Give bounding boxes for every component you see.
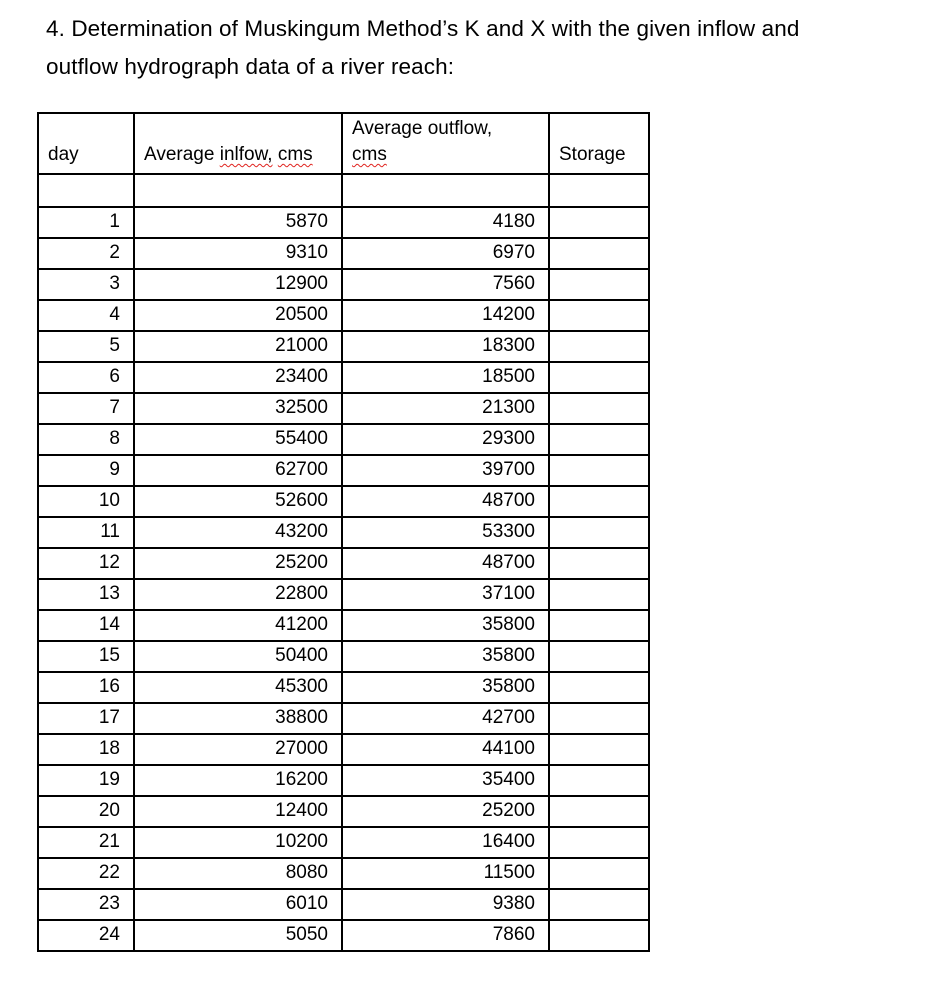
cell-outflow: 48700 [342, 548, 549, 579]
cell-storage [549, 393, 649, 424]
cell-storage [549, 765, 649, 796]
cell-inflow: 5050 [134, 920, 342, 951]
table-row [38, 331, 649, 362]
cell-day: 9 [38, 455, 134, 486]
cell-outflow: 39700 [342, 455, 549, 486]
cell-day: 16 [38, 672, 134, 703]
header-inflow-misspelled-word: inlfow, [219, 144, 273, 165]
table-row [38, 455, 649, 486]
table-row [38, 424, 649, 455]
table-row [38, 641, 649, 672]
cell-inflow: 50400 [134, 641, 342, 672]
cell-day: 11 [38, 517, 134, 548]
cell-inflow: 21000 [134, 331, 342, 362]
cell-inflow: 27000 [134, 734, 342, 765]
cell-outflow: 42700 [342, 703, 549, 734]
cell-storage [549, 362, 649, 393]
cell-inflow: 6010 [134, 889, 342, 920]
cell-storage [549, 672, 649, 703]
cell-day: 3 [38, 269, 134, 300]
cell-inflow: 12900 [134, 269, 342, 300]
header-outflow-line1: Average outflow, [352, 118, 493, 139]
cell-day: 14 [38, 610, 134, 641]
header-day-label: day [48, 144, 79, 165]
cell-inflow: 43200 [134, 517, 342, 548]
cell-storage [549, 734, 649, 765]
cell-outflow: 53300 [342, 517, 549, 548]
header-average-outflow [342, 113, 549, 174]
table-row [38, 300, 649, 331]
cell-day: 13 [38, 579, 134, 610]
cell-outflow: 11500 [342, 858, 549, 889]
cell-storage [549, 238, 649, 269]
table-row [38, 238, 649, 269]
cell-outflow: 6970 [342, 238, 549, 269]
problem-title-line1: 4. Determination of Muskingum Method’s K and X with the given inflow and [46, 16, 800, 41]
cell-outflow: 44100 [342, 734, 549, 765]
table-row [38, 796, 649, 827]
table-row [38, 517, 649, 548]
cell-day: 19 [38, 765, 134, 796]
cell-day: 5 [38, 331, 134, 362]
cell-storage [549, 579, 649, 610]
cell-inflow: 23400 [134, 362, 342, 393]
cell-day: 12 [38, 548, 134, 579]
cell-storage [549, 486, 649, 517]
cell-inflow: 20500 [134, 300, 342, 331]
cell-day: 10 [38, 486, 134, 517]
header-inflow-prefix: Average [144, 144, 215, 165]
header-storage-label: Storage [559, 144, 626, 165]
cell-inflow: 5870 [134, 207, 342, 238]
spacer-cell-inflow [134, 174, 342, 207]
cell-inflow: 25200 [134, 548, 342, 579]
header-outflow-unit: cms [352, 144, 387, 165]
cell-day: 6 [38, 362, 134, 393]
cell-storage [549, 889, 649, 920]
empty-spacer-row [38, 174, 649, 207]
cell-storage [549, 796, 649, 827]
cell-outflow: 16400 [342, 827, 549, 858]
cell-outflow: 18300 [342, 331, 549, 362]
table-row [38, 734, 649, 765]
problem-title [46, 10, 799, 86]
cell-outflow: 9380 [342, 889, 549, 920]
cell-outflow: 35800 [342, 672, 549, 703]
cell-storage [549, 920, 649, 951]
table-row [38, 827, 649, 858]
cell-outflow: 48700 [342, 486, 549, 517]
cell-outflow: 25200 [342, 796, 549, 827]
cell-inflow: 9310 [134, 238, 342, 269]
cell-storage [549, 300, 649, 331]
cell-day: 22 [38, 858, 134, 889]
cell-inflow: 8080 [134, 858, 342, 889]
header-average-inflow [134, 113, 342, 174]
cell-storage [549, 269, 649, 300]
cell-day: 4 [38, 300, 134, 331]
cell-outflow: 35800 [342, 610, 549, 641]
table-body [38, 174, 649, 951]
table-header-row [38, 113, 649, 174]
cell-day: 23 [38, 889, 134, 920]
table-row [38, 548, 649, 579]
cell-storage [549, 641, 649, 672]
cell-outflow: 4180 [342, 207, 549, 238]
cell-storage [549, 703, 649, 734]
cell-inflow: 38800 [134, 703, 342, 734]
hydrograph-table [37, 112, 650, 952]
cell-outflow: 18500 [342, 362, 549, 393]
cell-inflow: 41200 [134, 610, 342, 641]
table-row [38, 610, 649, 641]
cell-outflow: 7560 [342, 269, 549, 300]
cell-outflow: 35400 [342, 765, 549, 796]
cell-storage [549, 331, 649, 362]
cell-outflow: 35800 [342, 641, 549, 672]
cell-day: 1 [38, 207, 134, 238]
cell-day: 7 [38, 393, 134, 424]
header-storage [549, 113, 649, 174]
cell-storage [549, 610, 649, 641]
cell-outflow: 7860 [342, 920, 549, 951]
cell-inflow: 52600 [134, 486, 342, 517]
table-row [38, 362, 649, 393]
cell-day: 8 [38, 424, 134, 455]
problem-title-line2: outflow hydrograph data of a river reach: [46, 54, 455, 79]
spacer-cell-day [38, 174, 134, 207]
cell-day: 17 [38, 703, 134, 734]
table-row [38, 672, 649, 703]
cell-inflow: 45300 [134, 672, 342, 703]
table-row [38, 579, 649, 610]
table-row [38, 486, 649, 517]
cell-inflow: 55400 [134, 424, 342, 455]
table-row [38, 858, 649, 889]
cell-inflow: 22800 [134, 579, 342, 610]
spacer-cell-storage [549, 174, 649, 207]
cell-inflow: 32500 [134, 393, 342, 424]
cell-outflow: 14200 [342, 300, 549, 331]
cell-outflow: 37100 [342, 579, 549, 610]
table-row [38, 393, 649, 424]
cell-storage [549, 207, 649, 238]
cell-inflow: 12400 [134, 796, 342, 827]
cell-day: 24 [38, 920, 134, 951]
table-row [38, 703, 649, 734]
cell-outflow: 21300 [342, 393, 549, 424]
cell-storage [549, 548, 649, 579]
cell-day: 20 [38, 796, 134, 827]
table-row [38, 765, 649, 796]
cell-inflow: 10200 [134, 827, 342, 858]
header-day [38, 113, 134, 174]
cell-storage [549, 858, 649, 889]
spacer-cell-outflow [342, 174, 549, 207]
table-row [38, 920, 649, 951]
table-row [38, 269, 649, 300]
header-inflow-unit: cms [277, 144, 313, 165]
table-row [38, 889, 649, 920]
cell-storage [549, 455, 649, 486]
table-row [38, 207, 649, 238]
cell-storage [549, 827, 649, 858]
cell-day: 2 [38, 238, 134, 269]
cell-storage [549, 424, 649, 455]
cell-inflow: 16200 [134, 765, 342, 796]
cell-day: 21 [38, 827, 134, 858]
cell-inflow: 62700 [134, 455, 342, 486]
cell-day: 15 [38, 641, 134, 672]
cell-day: 18 [38, 734, 134, 765]
cell-storage [549, 517, 649, 548]
cell-outflow: 29300 [342, 424, 549, 455]
